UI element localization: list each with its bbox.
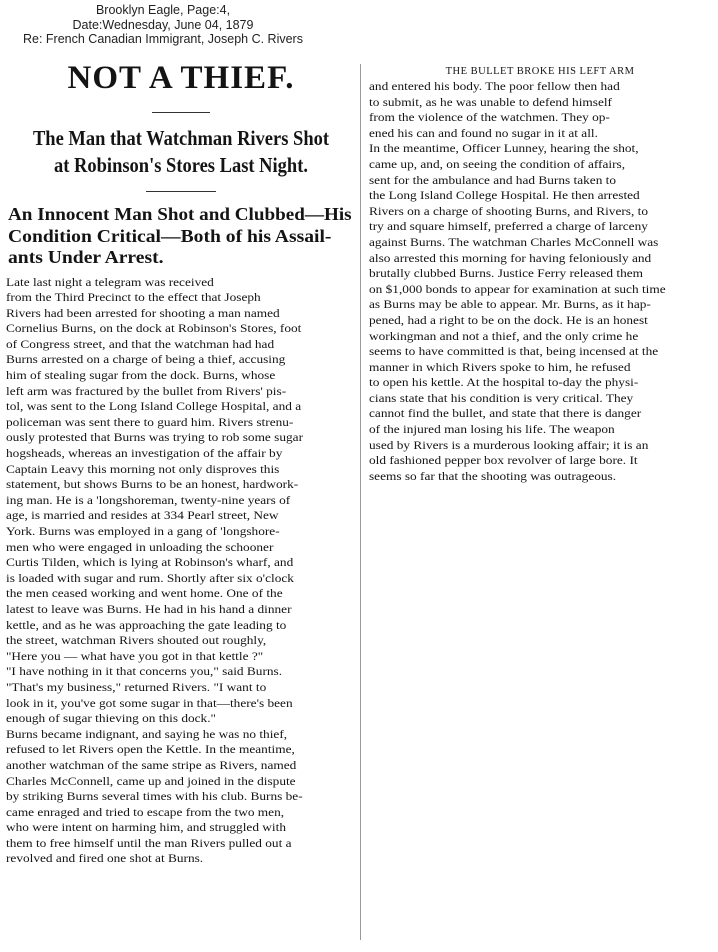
subhead-line: The Man that Watchman Rivers Shot	[32, 126, 330, 150]
text-line: cians state that his condition is very critical. They	[369, 390, 634, 405]
article-deck	[6, 204, 356, 269]
deck-line: An Innocent Man Shot and Clubbed—His	[8, 204, 352, 224]
text-line: "Here you — what have you got in that kettle ?"	[6, 648, 264, 663]
text-line: came up, and, on seeing the condition of affairs,	[369, 156, 626, 171]
text-line: the Long Island College Hospital. He then arrested	[369, 188, 640, 203]
text-line: as Burns may be able to appear. Mr. Burns, as it hap-	[369, 297, 651, 312]
text-line: against Burns. The watchman Charles McConnell was	[369, 234, 659, 249]
text-line: refused to let Rivers open the Kettle. In the meantime,	[6, 742, 295, 757]
text-line: "I have nothing in it that concerns you," said Burns.	[6, 664, 283, 679]
text-line: age, is married and resides at 334 Pearl street, New	[6, 508, 279, 523]
text-line: of Congress street, and that the watchman had had	[6, 336, 275, 351]
deck-line: ants Under Arrest.	[8, 247, 164, 267]
text-line: on $1,000 bonds to appear for examination at such time	[369, 281, 666, 296]
text-line: ened his can and found no sugar in it at all.	[369, 125, 598, 140]
clipping-caption	[4, 3, 322, 47]
text-line: who were intent on harming him, and struggled with	[6, 820, 286, 835]
text-line: from the violence of the watchmen. They op-	[369, 110, 610, 125]
text-line: another watchman of the same stripe as Rivers, named	[6, 757, 297, 772]
text-line: ously protested that Burns was trying to rob some sugar	[6, 430, 304, 445]
text-line: In the meantime, Officer Lunney, hearing the shot,	[369, 141, 639, 156]
text-line: workingman and not a thief, and the only crime he	[369, 328, 639, 343]
caption-source: Brooklyn Eagle, Page:4,	[95, 3, 231, 17]
text-line: sent for the ambulance and had Burns taken to	[369, 172, 617, 187]
text-line: statement, but shows Burns to be an honest, hardwork-	[6, 477, 299, 492]
caption-date: Date:Wednesday, June 04, 1879	[72, 17, 254, 32]
text-line: look in it, you've got some sugar in that—there's been	[6, 695, 293, 710]
text-line: seems so far that the shooting was outrageous.	[369, 468, 617, 483]
text-line: of the injured man losing his life. The weapon	[369, 422, 615, 437]
text-line: to open his kettle. At the hospital to-day the physi-	[369, 375, 639, 390]
text-line: Cornelius Burns, on the dock at Robinson's Stores, foot	[6, 321, 302, 336]
text-line: manner in which Rivers spoke to him, he refused	[369, 359, 631, 374]
text-line: them to free himself until the man Rivers pulled out a	[6, 835, 292, 850]
article-body-right	[369, 79, 711, 484]
text-line: Captain Leavy this morning not only disproves this	[6, 461, 280, 476]
subhead-rule	[146, 191, 216, 192]
headline-rule	[152, 112, 210, 113]
text-line: York. Burns was employed in a gang of 'longshore-	[6, 524, 280, 538]
text-line: the street, watchman Rivers shouted out roughly,	[6, 633, 267, 648]
text-line: the men ceased working and went home. One of the	[6, 586, 283, 601]
text-line: by striking Burns several times with his club. Burns be-	[6, 789, 303, 804]
text-line: also arrested this morning for having feloniously and	[369, 250, 652, 265]
text-line: Rivers had been arrested for shooting a man named	[6, 305, 280, 320]
text-line: Burns arrested on a charge of being a thief, accusing	[6, 352, 286, 367]
text-line: is loaded with sugar and rum. Shortly after six o'clock	[6, 570, 294, 585]
deck-line: Condition Critical—Both of his Assail-	[8, 225, 332, 246]
text-line: hogsheads, whereas an investigation of the affair by	[6, 446, 283, 461]
text-line: men who were engaged in unloading the schooner	[6, 539, 274, 554]
text-line: to submit, as he was unable to defend himself	[369, 94, 613, 109]
text-line: left arm was fractured by the bullet from Rivers' pis-	[6, 383, 287, 398]
text-line: cannot find the bullet, and state that there is danger	[369, 406, 642, 421]
article-left-column	[6, 58, 356, 867]
text-line: ing man. He is a 'longshoreman, twenty-nine years of	[6, 492, 291, 507]
text-line: enough of sugar thieving on this dock."	[6, 711, 216, 726]
text-line: tol, was sent to the Long Island College Hospital, and a	[6, 399, 302, 414]
continuation-heading: THE BULLET BROKE HIS LEFT ARM	[445, 66, 635, 77]
column-divider	[360, 64, 361, 940]
text-line: Charles McConnell, came up and joined in the dispute	[6, 773, 296, 788]
text-line: Late last night a telegram was received	[6, 274, 214, 289]
text-line: policeman was sent there to guard him. Rivers strenu-	[6, 414, 294, 429]
text-line: came enraged and tried to escape from the two men,	[6, 804, 285, 819]
text-line: Burns became indignant, and saying he was no thief,	[6, 726, 288, 741]
caption-subject: Re: French Canadian Immigrant, Joseph C. Rivers	[23, 32, 303, 46]
text-line: from the Third Precinct to the effect that Joseph	[6, 290, 261, 305]
article-body-left	[6, 275, 356, 868]
text-line: pened, had a right to be on the dock. He is an honest	[369, 312, 648, 327]
text-line: brutally clubbed Burns. Justice Ferry released them	[369, 266, 644, 281]
text-line: and entered his body. The poor fellow then had	[369, 79, 620, 93]
text-line: seems to have committed is that, being incensed at the	[369, 344, 659, 359]
text-line: kettle, and as he was approaching the gate leading to	[6, 617, 287, 632]
text-line: Curtis Tilden, which is lying at Robinson's wharf, and	[6, 555, 294, 570]
text-line: him of stealing sugar from the dock. Burns, whose	[6, 368, 276, 383]
text-line: old fashioned pepper box revolver of large bore. It	[369, 453, 638, 468]
text-line: revolved and fired one shot at Burns.	[6, 851, 204, 866]
article-subhead	[6, 125, 356, 179]
article-headline: NOT A THIEF.	[67, 60, 295, 96]
text-line: "That's my business," returned Rivers. "I want to	[6, 679, 267, 694]
text-line: used by Rivers is a murderous looking affair; it is an	[369, 437, 649, 452]
text-line: latest to leave was Burns. He had in his hand a dinner	[6, 601, 292, 616]
text-line: Rivers on a charge of shooting Burns, and Rivers, to	[369, 203, 649, 218]
article-right-column	[369, 66, 711, 484]
text-line: try and square himself, preferred a charge of larceny	[369, 219, 648, 234]
subhead-line: at Robinson's Stores Last Night.	[54, 153, 308, 177]
